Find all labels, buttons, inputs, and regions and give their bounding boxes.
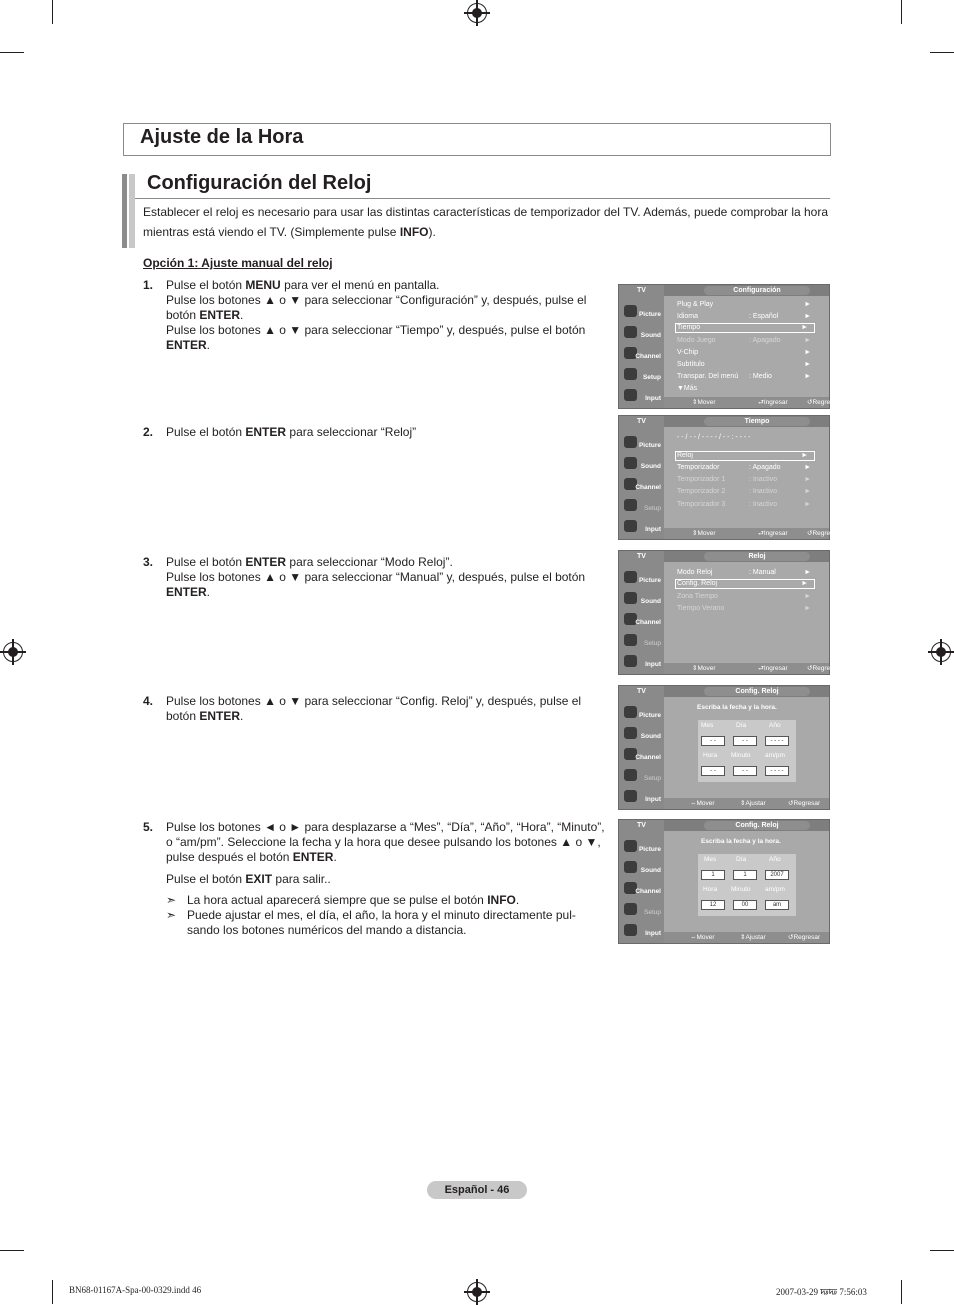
- label: Input: [645, 661, 661, 668]
- tv-menu-input: [621, 387, 663, 405]
- step-number: 5.: [143, 820, 154, 834]
- minute-field[interactable]: - -: [733, 766, 757, 776]
- text: Pulse el botón: [166, 555, 246, 569]
- tv-footer: [664, 663, 840, 674]
- tv-footer: [664, 397, 840, 408]
- tv-screen-configuracion: [618, 284, 840, 409]
- label: Sound: [640, 867, 661, 874]
- label: ▼Más: [677, 385, 698, 392]
- col-header: Mes: [704, 856, 717, 863]
- tv-row-selected: [675, 451, 815, 461]
- adjust-hint: ⇕ Ajustar: [740, 800, 766, 807]
- text: Pulse los botones ◄ o ► para desplazarse a “Mes”, “Día”, “Año”, “Hora”, “Minuto”, o “am/pm”. Seleccione la fecha y la hora que desee pulsando los botones ▲ o ▼, pulse después el botón: [166, 820, 605, 864]
- step-5-exit: [166, 872, 606, 887]
- text: .: [515, 893, 520, 907]
- label: Ajustar: [745, 934, 766, 941]
- label: Input: [645, 526, 661, 533]
- label: Regresar: [812, 399, 840, 406]
- tv-menu-picture: [621, 704, 663, 722]
- registration-mark-icon: [931, 642, 951, 662]
- label: Regresar: [812, 665, 840, 672]
- text: para ver el menú en pantalla.: [280, 278, 440, 292]
- enter-hint: ⮐ Ingresar: [758, 665, 788, 672]
- value: : Inactivo: [749, 488, 778, 495]
- col-header: am/pm: [765, 752, 785, 759]
- tv-label: TV: [637, 553, 646, 560]
- tv-footer: [664, 528, 840, 539]
- arrow-right-icon: ►: [804, 373, 811, 380]
- arrow-right-icon: ►: [804, 476, 811, 483]
- tv-screen-reloj: [618, 550, 840, 675]
- text: Pulse el botón: [166, 278, 246, 292]
- label: Mover: [697, 665, 716, 672]
- label: Ingresar: [763, 399, 788, 406]
- tv-menu-channel: [621, 476, 663, 494]
- return-hint: ↺ Regresar: [788, 800, 821, 807]
- label: Sound: [640, 463, 661, 470]
- tv-menu-picture: [621, 303, 663, 321]
- section-title: Ajuste de la Hora: [140, 126, 304, 148]
- label: Mover: [697, 530, 716, 537]
- label: Temporizador 2: [677, 488, 726, 495]
- tv-menu-setup: [621, 901, 663, 919]
- value: : Español: [749, 313, 779, 320]
- text: Pulse los botones ▲ o ▼ para seleccionar “Manual” y, después, pulse el botón: [166, 570, 586, 584]
- tv-row: [677, 604, 817, 614]
- input-icon: [624, 655, 637, 667]
- col-header: Hora: [703, 752, 718, 759]
- tv-row: [677, 487, 817, 497]
- text: para seleccionar “Modo Reloj”.: [286, 555, 453, 569]
- label: Mover: [696, 934, 715, 941]
- step-number: 4.: [143, 694, 154, 708]
- tv-menu-picture: [621, 569, 663, 587]
- text: para salir..: [272, 872, 331, 886]
- return-hint: ↺ Regresar: [807, 665, 840, 672]
- registration-mark-icon: [3, 642, 23, 662]
- arrow-right-icon: ►: [804, 488, 811, 495]
- arrow-right-icon: ►: [801, 580, 808, 587]
- tv-clock-readout: - - / - - / - - - - / - - : - - - -: [677, 434, 751, 441]
- label: Sound: [640, 733, 661, 740]
- sound-icon: [624, 592, 637, 604]
- value: : Inactivo: [749, 501, 778, 508]
- label: Setup: [644, 909, 661, 916]
- tv-row: [677, 300, 817, 310]
- picture-icon: [624, 305, 637, 317]
- kw: ENTER: [245, 555, 287, 569]
- tv-menu-setup: [621, 767, 663, 785]
- label: Temporizador 3: [677, 501, 726, 508]
- tv-screen-config-reloj-filled: [618, 819, 830, 944]
- arrow-right-icon: ►: [804, 301, 811, 308]
- step-4-text: [166, 694, 606, 724]
- col-header: Día: [736, 722, 747, 729]
- picture-icon: [624, 436, 637, 448]
- note-2: Puede ajustar el mes, el día, el año, la hora y el minuto directamente pul-sando los botones numéricos del mando a distancia.: [187, 908, 576, 937]
- step-2-text: [166, 425, 606, 440]
- tv-row: [677, 312, 817, 322]
- text: para seleccionar “Reloj”: [286, 425, 417, 439]
- label: Sound: [640, 598, 661, 605]
- label: Tiempo Verano: [677, 605, 725, 612]
- step-3-text: [166, 555, 606, 600]
- intro-bold: INFO: [399, 225, 429, 239]
- arrow-right-icon: ►: [804, 361, 811, 368]
- label: Picture: [638, 846, 661, 853]
- option-heading: Opción 1: Ajuste manual del reloj: [143, 256, 333, 270]
- registration-mark-icon: [467, 1282, 487, 1302]
- tv-menu-sound: [621, 324, 663, 342]
- tv-menu-sound: [621, 859, 663, 877]
- tv-label: TV: [637, 688, 646, 695]
- tv-menu-channel: [621, 880, 663, 898]
- arrow-right-icon: ►: [804, 569, 811, 576]
- tv-label: TV: [637, 418, 646, 425]
- arrow-right-icon: ►: [804, 337, 811, 344]
- intro-text: Establecer el reloj es necesario para usar las distintas características de temporizador del TV. Además, puede comprobar la hora mientras está viendo el TV. (Simplemente pulse: [143, 205, 829, 239]
- tv-row: [677, 568, 817, 578]
- col-header: Año: [769, 856, 781, 863]
- arrow-right-icon: ►: [801, 324, 808, 331]
- tv-menu-sound: [621, 455, 663, 473]
- move-hint: ⇔ Mover: [690, 934, 715, 941]
- tv-caption: Escriba la fecha y la hora.: [697, 704, 777, 711]
- hour-field[interactable]: 12: [701, 900, 725, 910]
- label: Channel: [635, 619, 661, 626]
- label: Regresar: [793, 800, 821, 807]
- tv-row: [677, 500, 817, 510]
- label: Input: [645, 796, 661, 803]
- crop-mark: [0, 1250, 24, 1251]
- ampm-field[interactable]: - - - -: [765, 766, 789, 776]
- kw: ENTER: [199, 709, 241, 723]
- col-header: Minuto: [731, 752, 751, 759]
- month-field[interactable]: - -: [701, 736, 725, 746]
- note-mark-icon: ➣: [166, 908, 177, 922]
- label: Zona Tiempo: [677, 593, 718, 600]
- tv-label: TV: [637, 822, 646, 829]
- intro-paragraph: [143, 202, 833, 242]
- text: Pulse los botones ▲ o ▼ para seleccionar “Configuración” y, después, pulse el botón: [166, 293, 587, 322]
- value: : Apagado: [749, 464, 781, 471]
- minute-field[interactable]: 00: [733, 900, 757, 910]
- tv-row: [677, 475, 817, 485]
- sound-icon: [624, 861, 637, 873]
- tv-label: TV: [637, 287, 646, 294]
- return-hint: ↺ Regresar: [788, 934, 821, 941]
- text: Pulse los botones ▲ o ▼ para seleccionar “Config. Reloj” y, después, pulse el botón: [166, 694, 582, 723]
- label: Modo Juego: [677, 337, 716, 344]
- text: Pulse los botones ▲ o ▼ para seleccionar “Tiempo” y, después, pulse el botón: [166, 323, 586, 337]
- text: .: [206, 585, 211, 599]
- print-slug-file: BN68-01167A-Spa-00-0329.indd 46: [69, 1285, 202, 1295]
- intro-end: ).: [428, 225, 436, 239]
- subsection-rule: [135, 198, 830, 199]
- label: Setup: [644, 640, 661, 647]
- label: Picture: [638, 577, 661, 584]
- tv-menu-input: [621, 518, 663, 536]
- tv-caption: Escriba la fecha y la hora.: [701, 838, 781, 845]
- tv-row-selected: [675, 323, 815, 333]
- arrow-right-icon: ►: [804, 593, 811, 600]
- note-mark-icon: ➣: [166, 893, 177, 907]
- kw: EXIT: [245, 872, 273, 886]
- col-header: Minuto: [731, 886, 751, 893]
- value: : Inactivo: [749, 476, 778, 483]
- kw: ENTER: [199, 308, 241, 322]
- tv-row: [677, 360, 817, 370]
- kw: ENTER: [245, 425, 287, 439]
- enter-hint: ⮐ Ingresar: [758, 530, 788, 537]
- input-icon: [624, 520, 637, 532]
- step-number: 2.: [143, 425, 154, 439]
- tv-row: [677, 592, 817, 602]
- crop-mark: [930, 52, 954, 53]
- label: Config. Reloj: [677, 580, 718, 587]
- label: Channel: [635, 484, 661, 491]
- tv-menu-picture: [621, 838, 663, 856]
- subsection-bar: [122, 174, 127, 248]
- registration-mark-icon: [467, 3, 487, 23]
- value: : Manual: [749, 569, 776, 576]
- tv-menu-channel: [621, 345, 663, 363]
- col-header: Hora: [703, 886, 718, 893]
- label: Modo Reloj: [677, 569, 713, 576]
- subsection-bar: [129, 174, 135, 248]
- label: Input: [645, 930, 661, 937]
- arrow-right-icon: ►: [804, 349, 811, 356]
- sound-icon: [624, 457, 637, 469]
- tv-row-selected: [675, 579, 815, 589]
- picture-icon: [624, 571, 637, 583]
- label: Setup: [644, 775, 661, 782]
- label: Temporizador: [677, 464, 720, 471]
- arrow-right-icon: ►: [804, 501, 811, 508]
- tv-menu-input: [621, 922, 663, 940]
- col-header: am/pm: [765, 886, 785, 893]
- year-field[interactable]: 2007: [765, 870, 789, 880]
- kw: INFO: [487, 893, 516, 907]
- tv-footer: [664, 932, 829, 943]
- label: Tiempo: [677, 324, 701, 331]
- move-hint: ⇕ Mover: [692, 399, 716, 406]
- crop-mark: [901, 1280, 902, 1304]
- tv-menu-sound: [621, 725, 663, 743]
- label: Ajustar: [745, 800, 766, 807]
- move-hint: ⇔ Mover: [690, 800, 715, 807]
- setup-icon: [624, 368, 637, 380]
- text: .: [206, 338, 211, 352]
- tv-menu-setup: [621, 497, 663, 515]
- move-hint: ⇕ Mover: [692, 530, 716, 537]
- sound-icon: [624, 727, 637, 739]
- input-icon: [624, 389, 637, 401]
- tv-menu-title: Config. Reloj: [704, 687, 810, 696]
- label: Subtítulo: [677, 361, 705, 368]
- tv-menu-setup: [621, 632, 663, 650]
- kw: ENTER: [292, 850, 334, 864]
- crop-mark: [52, 0, 53, 24]
- kw: MENU: [245, 278, 281, 292]
- subsection-title: Configuración del Reloj: [147, 172, 372, 194]
- tv-menu-input: [621, 653, 663, 671]
- col-header: Mes: [701, 722, 714, 729]
- tv-menu-title: Reloj: [704, 552, 810, 561]
- return-hint: ↺ Regresar: [807, 530, 840, 537]
- tv-row: [677, 384, 817, 394]
- tv-row: [677, 336, 817, 346]
- label: Plug & Play: [677, 301, 714, 308]
- move-hint: ⇕ Mover: [692, 665, 716, 672]
- crop-mark: [930, 1250, 954, 1251]
- setup-icon: [624, 499, 637, 511]
- text: Pulse el botón: [166, 425, 246, 439]
- label: Input: [645, 395, 661, 402]
- label: Regresar: [812, 530, 840, 537]
- label: Regresar: [793, 934, 821, 941]
- hour-field[interactable]: - -: [701, 766, 725, 776]
- tv-screen-config-reloj-empty: [618, 685, 830, 810]
- tv-footer: [664, 798, 829, 809]
- col-header: Día: [736, 856, 747, 863]
- tv-menu-sound: [621, 590, 663, 608]
- tv-screen-tiempo: [618, 415, 840, 540]
- label: Mover: [696, 800, 715, 807]
- step-number: 3.: [143, 555, 154, 569]
- label: Temporizador 1: [677, 476, 726, 483]
- note-1: [187, 893, 607, 908]
- setup-icon: [624, 634, 637, 646]
- return-hint: ↺ Regresar: [807, 399, 840, 406]
- picture-icon: [624, 706, 637, 718]
- value: : Medio: [749, 373, 772, 380]
- crop-mark: [52, 1280, 53, 1304]
- label: Picture: [638, 442, 661, 449]
- day-field[interactable]: - -: [733, 736, 757, 746]
- tv-menu-channel: [621, 611, 663, 629]
- text: Pulse el botón: [166, 872, 246, 886]
- label: Ingresar: [763, 665, 788, 672]
- arrow-right-icon: ►: [804, 605, 811, 612]
- label: Setup: [642, 374, 661, 381]
- label: Transpar. Del menú: [677, 373, 739, 380]
- label: Mover: [697, 399, 716, 406]
- col-header: Año: [769, 722, 781, 729]
- tv-row: [677, 463, 817, 473]
- kw: ENTER: [166, 585, 207, 599]
- setup-icon: [624, 769, 637, 781]
- label: Channel: [635, 888, 661, 895]
- arrow-right-icon: ►: [804, 313, 811, 320]
- text: La hora actual aparecerá siempre que se pulse el botón: [187, 893, 488, 907]
- arrow-right-icon: ►: [801, 452, 808, 459]
- tv-menu-setup: [621, 366, 663, 384]
- crop-mark: [0, 52, 24, 53]
- step-number: 1.: [143, 278, 154, 292]
- tv-menu-title: Config. Reloj: [704, 821, 810, 830]
- text: .: [240, 709, 244, 723]
- label: Picture: [638, 311, 661, 318]
- label: Channel: [635, 754, 661, 761]
- tv-row: [677, 348, 817, 358]
- print-slug-date: 2007-03-29 ꠏꠏ 7:56:03: [776, 1287, 867, 1297]
- input-icon: [624, 790, 637, 802]
- arrow-right-icon: ►: [804, 464, 811, 471]
- tv-menu-title: Configuración: [704, 286, 810, 295]
- label: Setup: [644, 505, 661, 512]
- tv-menu-channel: [621, 746, 663, 764]
- year-field[interactable]: - - - -: [765, 736, 789, 746]
- label: Channel: [635, 353, 661, 360]
- kw: ENTER: [166, 338, 207, 352]
- picture-icon: [624, 840, 637, 852]
- value: : Apagado: [749, 337, 781, 344]
- month-field[interactable]: 1: [701, 870, 725, 880]
- page-number: Español - 46: [427, 1181, 527, 1199]
- tv-menu-input: [621, 788, 663, 806]
- step-1-text: [166, 278, 606, 353]
- label: Reloj: [677, 452, 693, 459]
- adjust-hint: ⇕ Ajustar: [740, 934, 766, 941]
- step-5-text: [166, 820, 606, 865]
- setup-icon: [624, 903, 637, 915]
- label: Idioma: [677, 313, 699, 320]
- sound-icon: [624, 326, 637, 338]
- text: .: [240, 308, 244, 322]
- label: Picture: [638, 712, 661, 719]
- crop-mark: [901, 0, 902, 24]
- label: V-Chip: [677, 349, 699, 356]
- enter-hint: ⮐ Ingresar: [758, 399, 788, 406]
- input-icon: [624, 924, 637, 936]
- text: .: [333, 850, 337, 864]
- label: Ingresar: [763, 530, 788, 537]
- ampm-field[interactable]: am: [765, 900, 789, 910]
- tv-menu-picture: [621, 434, 663, 452]
- tv-menu-title: Tiempo: [704, 417, 810, 426]
- day-field[interactable]: 1: [733, 870, 757, 880]
- label: Sound: [640, 332, 661, 339]
- tv-row: [677, 372, 817, 382]
